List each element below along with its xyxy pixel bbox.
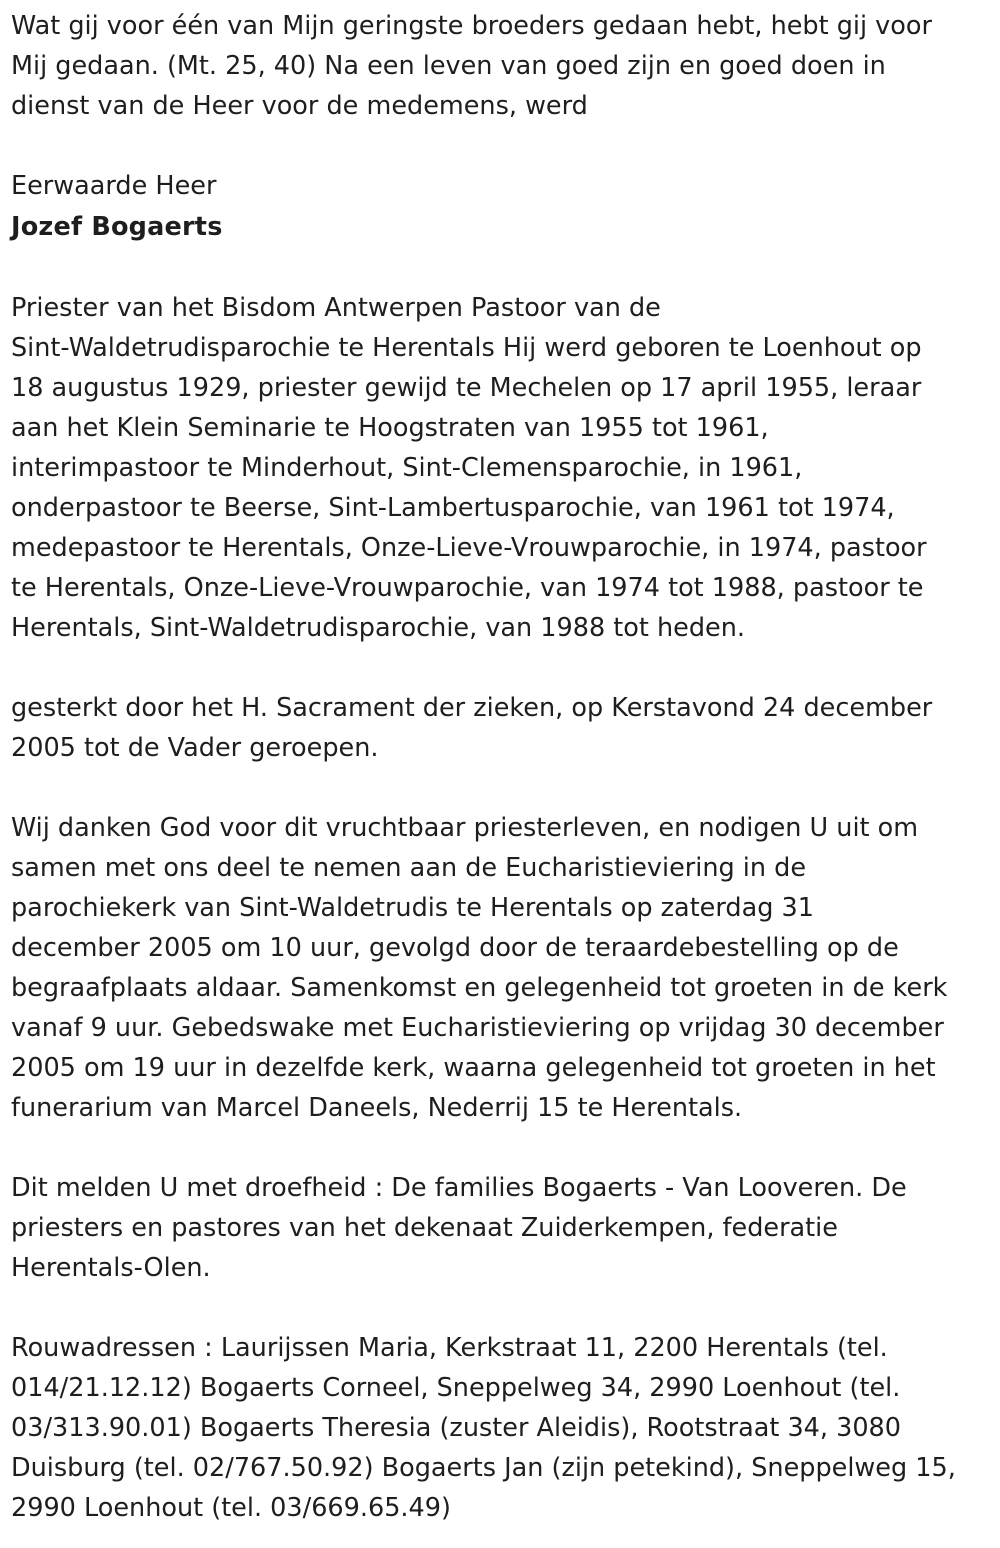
- spacer: [11, 648, 996, 688]
- spacer: [11, 126, 996, 166]
- spacer: [11, 248, 996, 288]
- ceremony-paragraph: Wij danken God voor dit vruchtbaar priesterleven, en nodigen U uit om samen met ons deel te nemen aan de Eucharistieviering in de parochiekerk van Sint-Waldetrudis te Herentals op zaterdag 31 december 2005 om 10 uur, gevolgd door de teraardebestelling op de begraafplaats aldaar. Samenkomst en gelegenheid tot groeten in de kerk vanaf 9 uur. Gebedswake met Eucharistieviering op vrijdag 30 december 2005 om 19 uur in dezelfde kerk, waarna gelegenheid tot groeten in het funerarium van Marcel Daneels, Nederrij 15 te Herentals.: [11, 813, 948, 1123]
- announcers-paragraph: Dit melden U met droefheid : De families Bogaerts - Van Looveren. De priesters en pastores van het dekenaat Zuiderkempen, federatie Herentals-Olen.: [11, 1173, 907, 1283]
- spacer: [11, 768, 996, 808]
- spacer: [11, 1288, 996, 1328]
- obituary-notice: [11, 6, 996, 1528]
- opening-quote: Wat gij voor één van Mijn geringste broeders gedaan hebt, hebt gij voor Mij gedaan. (Mt. 25, 40) Na een leven van goed zijn en goed doen in dienst van de Heer voor de medemens, werd: [11, 11, 932, 121]
- spacer: [11, 1128, 996, 1168]
- biography-paragraph: Priester van het Bisdom Antwerpen Pastoor van de Sint-Waldetrudisparochie te Herentals Hij werd geboren te Loenhout op 18 augustus 1929, priester gewijd te Mechelen op 17 april 1955, leraar aan het Klein Seminarie te Hoogstraten van 1955 tot 1961, interimpastoor te Minderhout, Sint-Clemensparochie, in 1961, onderpastoor te Beerse, Sint-Lambertusparochie, van 1961 tot 1974, medepastoor te Herentals, Onze-Lieve-Vrouwparochie, in 1974, pastoor te Herentals, Onze-Lieve-Vrouwparochie, van 1974 tot 1988, pastoor te Herentals, Sint-Waldetrudisparochie, van 1988 tot heden.: [11, 293, 927, 643]
- death-paragraph: gesterkt door het H. Sacrament der zieken, op Kerstavond 24 december 2005 tot de Vader geroepen.: [11, 693, 933, 763]
- title-line: Eerwaarde Heer: [11, 171, 217, 201]
- deceased-name: Jozef Bogaerts: [11, 212, 223, 242]
- addresses-paragraph: Rouwadressen : Laurijssen Maria, Kerkstraat 11, 2200 Herentals (tel. 014/21.12.12) Bogaerts Corneel, Sneppelweg 34, 2990 Loenhout (tel. 03/313.90.01) Bogaerts Theresia (zuster Aleidis), Rootstraat 34, 3080 Duisburg (tel. 02/767.50.92) Bogaerts Jan (zijn petekind), Sneppelweg 15, 2990 Loenhout (tel. 03/669.65.49): [11, 1333, 956, 1523]
